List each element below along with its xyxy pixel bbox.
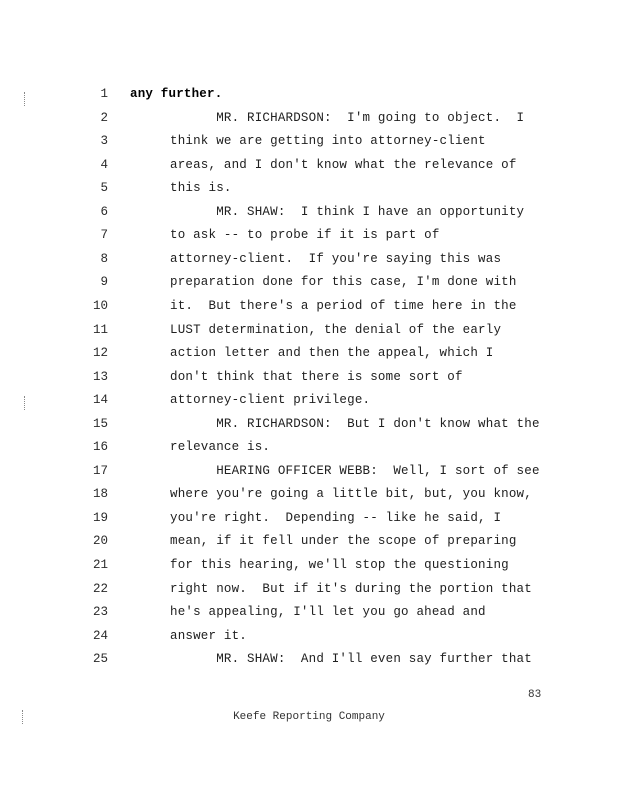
line-text: MR. SHAW: I think I have an opportunity	[170, 204, 525, 219]
line-text: MR. RICHARDSON: But I don't know what the	[170, 416, 540, 431]
line-number: 2	[100, 110, 108, 125]
line-number: 13	[92, 369, 108, 384]
line-text: LUST determination, the denial of the early	[170, 322, 502, 337]
transcript-line	[0, 272, 618, 292]
line-number: 14	[92, 393, 108, 408]
transcript-line	[0, 108, 618, 128]
transcript-line	[0, 202, 618, 222]
line-number: 18	[92, 487, 108, 502]
transcript-line	[0, 84, 618, 104]
line-text: he's appealing, I'll let you go ahead and	[170, 605, 486, 620]
transcript-line	[0, 414, 618, 434]
line-text: MR. RICHARDSON: I'm going to object. I	[170, 110, 525, 125]
transcript-line	[0, 249, 618, 269]
transcript-line	[0, 649, 618, 669]
transcript-line	[0, 602, 618, 622]
transcript-line	[0, 461, 618, 481]
line-number: 25	[92, 652, 108, 667]
line-number: 1	[100, 87, 108, 101]
transcript-line	[0, 131, 618, 151]
line-number: 7	[100, 228, 108, 243]
line-number: 16	[92, 440, 108, 455]
line-text: for this hearing, we'll stop the questioning	[170, 558, 509, 572]
transcript-line	[0, 320, 618, 340]
line-text: think we are getting into attorney-client	[170, 134, 486, 149]
line-text: relevance is.	[170, 440, 271, 455]
transcript-line	[0, 155, 618, 175]
line-number: 23	[92, 605, 108, 620]
transcript-line	[0, 437, 618, 457]
line-number: 17	[92, 463, 108, 478]
line-number: 19	[92, 510, 108, 525]
transcript-line	[0, 579, 618, 599]
line-text: don't think that there is some sort of	[170, 369, 463, 384]
line-text: where you're going a little bit, but, you know,	[170, 487, 532, 502]
transcript-line	[0, 225, 618, 245]
line-number: 11	[92, 322, 108, 337]
line-number: 22	[92, 581, 108, 596]
line-number: 4	[100, 157, 108, 172]
line-number: 15	[92, 416, 108, 431]
line-number: 10	[92, 298, 108, 313]
line-number: 3	[100, 134, 108, 149]
line-number: 9	[100, 275, 108, 290]
line-text: MR. SHAW: And I'll even say further that	[170, 652, 532, 667]
line-number: 21	[92, 558, 108, 572]
transcript-line	[0, 626, 618, 646]
transcript-line	[0, 484, 618, 504]
transcript-line	[0, 390, 618, 410]
line-text: right now. But if it's during the portion that	[170, 581, 532, 596]
line-text: it. But there's a period of time here in the	[170, 298, 517, 313]
line-text: you're right. Depending -- like he said, I	[170, 510, 502, 525]
transcript-line	[0, 508, 618, 528]
transcript-line	[0, 296, 618, 316]
line-text: attorney-client. If you're saying this was	[170, 251, 502, 266]
page-number: 83	[528, 689, 542, 701]
line-text: areas, and I don't know what the relevance of	[170, 157, 517, 172]
line-number: 5	[100, 181, 108, 196]
line-text: to ask -- to probe if it is part of	[170, 228, 440, 243]
transcript-line	[0, 367, 618, 387]
line-number: 6	[100, 204, 108, 219]
line-text: any further.	[130, 87, 223, 101]
line-number: 24	[92, 628, 108, 643]
line-text: mean, if it fell under the scope of preparing	[170, 534, 517, 549]
line-text: attorney-client privilege.	[170, 393, 371, 408]
line-number: 20	[92, 534, 108, 549]
transcript-line	[0, 343, 618, 363]
line-text: this is.	[170, 181, 232, 196]
transcript-line	[0, 178, 618, 198]
line-number: 8	[100, 251, 108, 266]
line-text: action letter and then the appeal, which I	[170, 346, 494, 361]
footer-reporting-company: Keefe Reporting Company	[233, 711, 385, 723]
line-number: 12	[92, 346, 108, 361]
transcript-line	[0, 555, 618, 575]
line-text: answer it.	[170, 628, 248, 643]
line-text: preparation done for this case, I'm done with	[170, 275, 517, 290]
line-text: HEARING OFFICER WEBB: Well, I sort of see	[170, 463, 540, 478]
transcript-line	[0, 531, 618, 551]
